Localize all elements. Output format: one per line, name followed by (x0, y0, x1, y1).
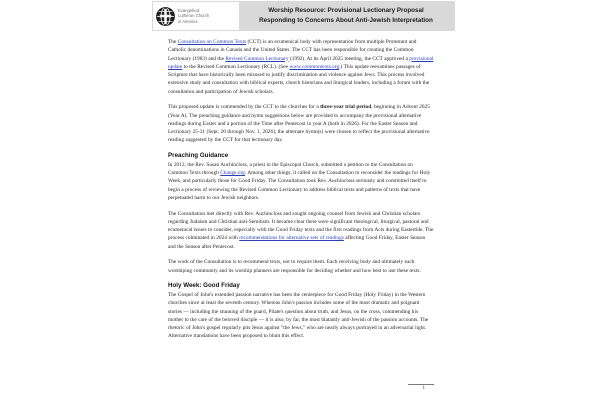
logo-line-2: Lutheran Church (178, 13, 210, 19)
emphasis-three-year-trial-period: three-year trial period (320, 104, 372, 111)
link-revised-common-lectionary[interactable]: Revised Common Lectionary (225, 55, 289, 62)
link-recommendations-alternative-readings[interactable]: recommendations for alternative sets of readings (239, 235, 344, 242)
text-run: .) This update reexamines passages of Scripture that have historically been misused to justify discrimination and violence against Jews. This process involved extensive study and consultation with biblical experts, church historians and liturgical leaders, including a forum with the consultation and participation of Jewish scholars. (168, 63, 430, 95)
elca-logo (153, 2, 239, 30)
link-consultation-on-common-texts[interactable]: Consultation on Common Texts (177, 39, 247, 45)
text-run: affecting Good Friday, Easter Season and the Season after Pentecost. (168, 235, 426, 250)
good-friday-paragraph-1: The Gospel of John's extended passion narrative has been the centerpiece for Good Friday (Holy Friday) in the Western churches since at least the seventh century. Whereas John's passion includes some of the most dramatic and poignant stories — including the stunning of the guard, Pilate's question about truth, and Jesus, on the cross, commending his mother to the care of the beloved disciple — it is also, by far, the most blatantly anti-Jewish of the passion accounts. The rhetoric of John's gospel regularly pits Jesus against "the Jews," who are nearly always portrayed in an adversarial light. Alternative translations have been proposed to blunt this effect. (168, 292, 429, 340)
text-run: (CCT) is an ecumenical body with representation from multiple Protestant and Catholic denominations in Canada and the United States. The CCT has been responsible for creating the Common Lectionary (1983) and the (168, 39, 417, 62)
text-run: In 2012, the Rev. Susan Auchincloss, a priest in the Episcopal Church, submitted a petition to the Consultation on Common Texts through (168, 161, 413, 177)
link-provisional-update[interactable]: provisional update (168, 55, 434, 70)
document-title-line-1: Worship Resource: Provisional Lectionary Proposal (268, 7, 424, 15)
section-heading-preaching-guidance: Preaching Guidance (168, 152, 229, 159)
intro-paragraph (168, 38, 434, 96)
text-run: . Among other things, it called on the Consultation to reconsider the readings for Holy Week, and particularly those for Good Friday. The Consultation took Rev. Auchincloss seriously and committed itself to begin a process of reviewing the Revised Common Lectionary to address biblical texts and patterns of texts that have perpetuated harm to our Jewish neighbors. (168, 170, 431, 201)
text-run: The (168, 39, 178, 45)
preaching-guidance-paragraph-1 (168, 161, 434, 202)
link-change-org[interactable]: Change.org (220, 170, 245, 177)
text-run: (1992). At its April 2025 meeting, the CCT approved a (288, 55, 410, 62)
document-body (168, 38, 434, 341)
text-run: The Consultation met directly with Rev. Auchincloss and sought ongoing counsel from Jewish and Christian scholars regarding Judaism and Christian anti-Semitism. It became clear there were significant theological, liturgical, pastoral and ecumenical issues to consider, especially with the Good Friday texts and the first readings from Acts during Eastertide. The process culminated in 2024 with (168, 210, 434, 242)
trial-period-paragraph (168, 103, 434, 144)
logo-line-3: in America (178, 18, 198, 24)
text-run: , beginning in Advent 2025 (Year A). The preaching guidance and hymn suggestions below are provided to accompany the provisional alternative readings during Easter and a portion of the Time after Pentecost in year A (both in 2026). For the Easter Season and Lectionary 25-31 (Sept. 20 through Nov. 1, 2026), the alternate hymn(s) were chosen to reflect the provisional alternative reading suggested by the CCT for that lectionary day. (168, 104, 430, 144)
document-header (152, 1, 455, 31)
document-title (239, 6, 455, 25)
elca-logo-wordmark (178, 8, 209, 25)
text-run: to the Revised Common Lectionary (RCL). (See (182, 63, 290, 70)
page-number: 1 (422, 385, 425, 391)
preaching-guidance-paragraph-2 (168, 210, 434, 251)
link-commontexts-website[interactable]: www.commontexts.org (289, 63, 340, 70)
document-footer (168, 384, 434, 393)
globe-cross-icon (156, 7, 175, 26)
preaching-guidance-paragraph-3: The work of the Consultation is to recommend texts, not to require them. Each receiving body and ultimately each worshiping community and its worship planners are responsible for deciding whether and how best to use these texts. (168, 259, 421, 274)
text-run: This proposed update is commended by the CCT to the churches for a (168, 104, 321, 111)
document-title-line-2: Responding to Concerns About Anti-Jewish Interpretation (259, 17, 433, 24)
section-heading-holy-week-good-friday: Holy Week: Good Friday (168, 282, 240, 290)
logo-line-1: Evangelical (178, 7, 200, 13)
